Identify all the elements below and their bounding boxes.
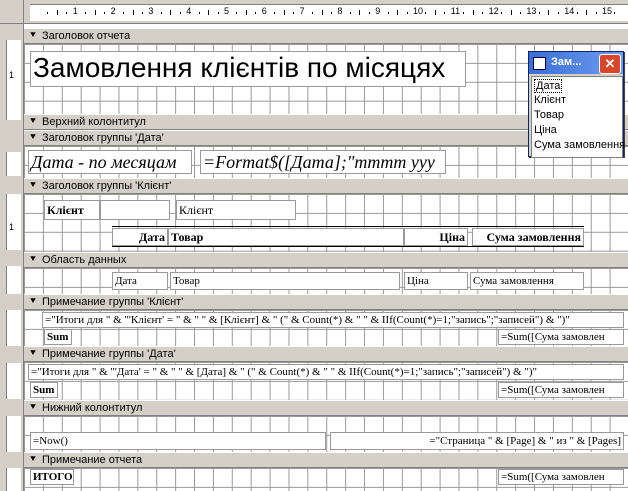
band-label: Примечание отчета <box>42 454 143 466</box>
ruler-tick <box>284 10 285 15</box>
field-list-item[interactable]: Ціна <box>534 124 557 136</box>
close-icon[interactable]: ✕ <box>599 54 621 74</box>
ruler-number: 13 <box>526 6 537 16</box>
vruler-strip-date-footer <box>6 363 21 399</box>
ruler-number: 9 <box>375 6 381 16</box>
band-label: Область данных <box>42 254 127 266</box>
ruler-dot <box>558 12 559 14</box>
ruler-dot <box>161 12 162 14</box>
detail-price-field[interactable]: Ціна <box>404 272 468 290</box>
ruler-number: 3 <box>148 6 154 16</box>
ruler-number: 7 <box>299 6 305 16</box>
ruler-tick <box>133 10 134 15</box>
band-arrow-icon: ⯆ <box>29 132 37 143</box>
ruler-number: 15 <box>602 6 613 16</box>
client-sum-label[interactable]: Sum <box>44 329 72 345</box>
header-top-line <box>112 226 584 227</box>
ruler-dot <box>142 12 143 14</box>
band-detail[interactable] <box>24 252 628 268</box>
section-group-date-footer[interactable] <box>24 362 628 400</box>
field-list-item[interactable]: Клієнт <box>534 94 566 106</box>
client-caption-spacer[interactable] <box>100 200 170 220</box>
vruler-strip-report-footer <box>6 468 21 491</box>
section-group-client-header[interactable] <box>24 194 628 252</box>
detail-sum-field[interactable]: Сума замовлення <box>470 272 584 290</box>
band-arrow-icon: ⯆ <box>29 402 37 413</box>
ruler-tick <box>586 10 587 15</box>
vruler-number: 1 <box>9 70 15 80</box>
vruler-strip-date-header <box>6 152 21 176</box>
ruler-dot <box>123 12 124 14</box>
field-list-item[interactable]: Товар <box>534 109 564 121</box>
ruler-dot <box>85 12 86 14</box>
column-date-header[interactable]: Дата <box>112 228 168 246</box>
vruler-strip-detail <box>6 266 21 294</box>
ruler-dot <box>199 12 200 14</box>
band-label: Верхний колонтитул <box>42 116 146 128</box>
ruler-dot <box>444 12 445 14</box>
ruler-number: 11 <box>450 6 461 16</box>
field-list-icon <box>533 57 546 70</box>
field-list-title: Зам... <box>551 56 582 68</box>
detail-date-field[interactable]: Дата <box>112 272 168 290</box>
ruler-dot <box>425 12 426 14</box>
vruler-strip-page-footer <box>6 416 21 452</box>
band-page-footer[interactable] <box>24 400 628 416</box>
band-arrow-icon: ⯆ <box>29 348 37 359</box>
ruler-dot <box>614 12 615 14</box>
ruler-number: 10 <box>413 6 424 16</box>
band-label: Заголовок группы 'Дата' <box>42 132 164 144</box>
band-arrow-icon: ⯆ <box>29 116 37 127</box>
ruler-dot <box>350 12 351 14</box>
ruler-dot <box>369 12 370 14</box>
section-page-footer[interactable] <box>24 416 628 452</box>
ruler-number: 6 <box>261 6 267 16</box>
band-arrow-icon: ⯆ <box>29 296 37 307</box>
client-field[interactable]: Клієнт <box>176 200 296 220</box>
band-label: Примечание группы 'Клієнт' <box>42 296 184 308</box>
section-report-footer[interactable] <box>24 468 628 491</box>
ruler-dot <box>218 12 219 14</box>
ruler-dot <box>312 12 313 14</box>
band-report-footer[interactable] <box>24 452 628 468</box>
section-detail[interactable] <box>24 268 628 294</box>
ruler-tick <box>359 10 360 15</box>
horizontal-ruler-track <box>30 4 628 21</box>
ruler-dot <box>407 12 408 14</box>
ruler-corner[interactable] <box>0 0 24 24</box>
ruler-tick <box>208 10 209 15</box>
vruler-strip-report-header <box>6 40 21 120</box>
band-arrow-icon: ⯆ <box>29 180 37 191</box>
band-group-client-footer[interactable] <box>24 294 628 310</box>
vruler-strip-client-footer <box>6 310 21 346</box>
client-caption-label[interactable]: Клієнт <box>44 200 100 220</box>
field-list-item[interactable]: Сума замовлення <box>534 139 626 151</box>
horizontal-ruler[interactable] <box>24 0 628 24</box>
vruler-number: 1 <box>9 222 15 232</box>
detail-product-field[interactable]: Товар <box>170 272 400 290</box>
ruler-tick <box>95 10 96 15</box>
ruler-number: 8 <box>337 6 343 16</box>
band-label: Примечание группы 'Дата' <box>42 348 176 360</box>
ruler-number: 14 <box>564 6 575 16</box>
section-group-client-footer[interactable] <box>24 310 628 346</box>
ruler-number: 4 <box>186 6 192 16</box>
band-group-client-header[interactable] <box>24 178 628 194</box>
band-arrow-icon: ⯆ <box>29 254 37 265</box>
column-product-header[interactable]: Товар <box>168 228 404 246</box>
ruler-dot <box>482 12 483 14</box>
ruler-number: 2 <box>110 6 116 16</box>
date-group-label[interactable]: Дата - по месяцам <box>28 150 192 174</box>
ruler-number: 12 <box>488 6 499 16</box>
ruler-tick <box>57 10 58 15</box>
ruler-tick <box>322 10 323 15</box>
ruler-dot <box>236 12 237 14</box>
page-number-expression[interactable]: ="Страница " & [Page] & " из " & [Pages] <box>330 432 624 450</box>
field-list-window[interactable] <box>528 51 624 157</box>
ruler-dot <box>520 12 521 14</box>
ruler-number: 1 <box>72 6 78 16</box>
band-report-header[interactable] <box>24 28 628 44</box>
date-summary-expression[interactable]: ="Итоги для " & "'Дата' = " & " " & [Дата] & " (" & Count(*) & " " & IIf(Count(*)=1;"запись";"записей") & ")" <box>28 364 624 380</box>
band-arrow-icon: ⯆ <box>29 454 37 465</box>
band-label: Заголовок группы 'Клієнт' <box>42 180 172 192</box>
ruler-dot <box>255 12 256 14</box>
ruler-dot <box>104 12 105 14</box>
ruler-dot <box>577 12 578 14</box>
ruler-dot <box>66 12 67 14</box>
band-arrow-icon: ⯆ <box>29 30 37 41</box>
ruler-number: 5 <box>224 6 230 16</box>
ruler-dot <box>388 12 389 14</box>
ruler-tick <box>435 10 436 15</box>
ruler-dot <box>47 12 48 14</box>
ruler-tick <box>511 10 512 15</box>
ruler-dot <box>293 12 294 14</box>
ruler-tick <box>548 10 549 15</box>
ruler-dot <box>463 12 464 14</box>
field-list-item[interactable]: Дата <box>536 80 561 92</box>
column-sum-header[interactable]: Сума замовлення <box>472 228 584 246</box>
ruler-dot <box>331 12 332 14</box>
band-label: Нижний колонтитул <box>42 402 143 414</box>
ruler-tick <box>246 10 247 15</box>
field-list-box[interactable] <box>531 76 626 158</box>
vertical-ruler[interactable] <box>0 24 24 491</box>
date-sum-expression[interactable]: =Sum([Сума замовлен <box>498 382 624 398</box>
ruler-dot <box>274 12 275 14</box>
vruler-strip-client-header <box>6 194 21 250</box>
band-group-date-footer[interactable] <box>24 346 628 362</box>
date-format-expression[interactable]: =Format$([Дата];"mmmm yyy <box>200 150 446 174</box>
report-title-label[interactable]: Замовлення клієнтів по місяцях <box>30 51 466 87</box>
total-label[interactable]: ИТОГО <box>30 469 74 485</box>
ruler-tick <box>397 10 398 15</box>
header-bottom-line <box>112 246 584 247</box>
ruler-tick <box>170 10 171 15</box>
column-price-header[interactable]: Ціна <box>404 228 468 246</box>
ruler-dot <box>539 12 540 14</box>
band-label: Заголовок отчета <box>42 30 131 42</box>
ruler-dot <box>180 12 181 14</box>
ruler-dot <box>596 12 597 14</box>
ruler-dot <box>501 12 502 14</box>
client-sum-expression[interactable]: =Sum([Сума замовлен <box>498 329 624 345</box>
client-summary-expression[interactable]: ="Итоги для " & "'Клієнт' = " & " " & [Клієнт] & " (" & Count(*) & " " & IIf(Count(*)=1;"запись";"записей") & ")" <box>42 312 624 328</box>
ruler-tick <box>473 10 474 15</box>
date-sum-label[interactable]: Sum <box>30 382 58 398</box>
now-expression[interactable]: =Now() <box>30 432 326 450</box>
total-sum-expression[interactable]: =Sum([Сума замовлен <box>498 469 624 485</box>
